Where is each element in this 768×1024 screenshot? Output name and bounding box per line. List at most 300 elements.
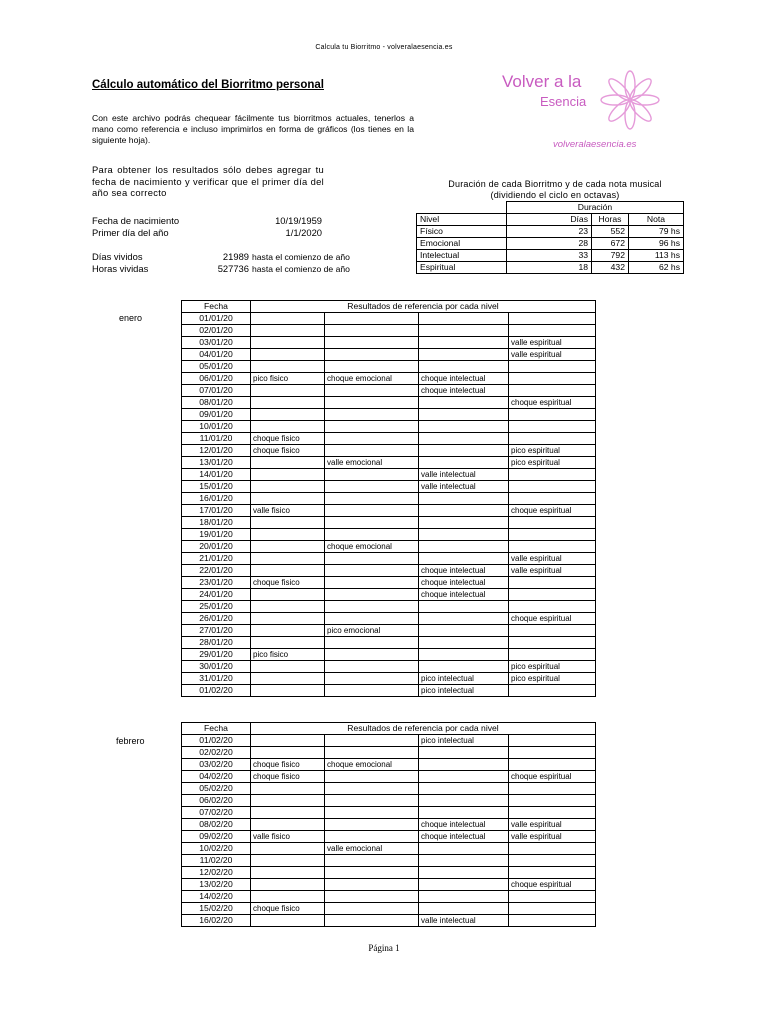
duration-row: [417, 262, 684, 274]
result-cell: [325, 903, 419, 915]
result-cell: [419, 601, 509, 613]
result-cell: [251, 457, 325, 469]
table-row: [182, 795, 596, 807]
result-cell: valle espiritual: [509, 819, 596, 831]
date-cell: 18/01/20: [182, 517, 251, 529]
result-cell: [419, 505, 509, 517]
result-cell: [419, 361, 509, 373]
result-cell: [251, 783, 325, 795]
result-cell: [419, 421, 509, 433]
result-cell: [509, 807, 596, 819]
results-header: Resultados de referencia por cada nivel: [251, 723, 596, 735]
duration-group-header: Duración: [507, 202, 684, 214]
duration-cell: 113 hs: [629, 250, 684, 262]
date-cell: 13/01/20: [182, 457, 251, 469]
table-row: [182, 879, 596, 891]
result-cell: [325, 673, 419, 685]
result-cell: [509, 517, 596, 529]
duration-cell: Espiritual: [417, 262, 507, 274]
result-cell: [509, 577, 596, 589]
result-cell: [419, 891, 509, 903]
result-cell: [509, 481, 596, 493]
table-row: [182, 613, 596, 625]
result-cell: [419, 337, 509, 349]
date-cell: 17/01/20: [182, 505, 251, 517]
result-cell: [251, 349, 325, 361]
result-cell: [509, 903, 596, 915]
result-cell: [325, 433, 419, 445]
result-cell: [251, 637, 325, 649]
result-cell: [325, 747, 419, 759]
result-cell: [509, 313, 596, 325]
table-row: [182, 337, 596, 349]
result-cell: [509, 637, 596, 649]
table-row: [182, 915, 596, 927]
result-cell: [509, 493, 596, 505]
result-cell: [419, 409, 509, 421]
table-row: [182, 771, 596, 783]
table-row: [182, 891, 596, 903]
result-cell: [419, 879, 509, 891]
result-cell: [251, 361, 325, 373]
date-cell: 28/01/20: [182, 637, 251, 649]
result-cell: pico fisico: [251, 373, 325, 385]
fecha-header: Fecha: [182, 301, 251, 313]
table-row: [182, 685, 596, 697]
result-cell: [251, 867, 325, 879]
date-cell: 21/01/20: [182, 553, 251, 565]
result-cell: [325, 589, 419, 601]
date-cell: 23/01/20: [182, 577, 251, 589]
result-cell: [509, 783, 596, 795]
month-label-febrero: febrero: [116, 736, 145, 746]
result-cell: [251, 325, 325, 337]
result-cell: [251, 879, 325, 891]
result-cell: [251, 795, 325, 807]
duration-cell: 552: [592, 226, 629, 238]
date-cell: 20/01/20: [182, 541, 251, 553]
date-cell: 09/02/20: [182, 831, 251, 843]
date-cell: 07/02/20: [182, 807, 251, 819]
birth-date-label: Fecha de nacimiento: [92, 215, 180, 226]
date-cell: 19/01/20: [182, 529, 251, 541]
duration-cell: Emocional: [417, 238, 507, 250]
result-cell: [251, 337, 325, 349]
result-cell: [325, 831, 419, 843]
table-row: [182, 843, 596, 855]
duration-group-spacer: [417, 202, 507, 214]
result-cell: pico espiritual: [509, 661, 596, 673]
result-cell: [251, 541, 325, 553]
result-cell: [251, 469, 325, 481]
result-cell: choque fisico: [251, 433, 325, 445]
date-cell: 13/02/20: [182, 879, 251, 891]
result-cell: [419, 397, 509, 409]
result-cell: choque emocional: [325, 373, 419, 385]
result-cell: [419, 795, 509, 807]
result-cell: choque intelectual: [419, 385, 509, 397]
logo-url: volveralaesencia.es: [553, 139, 637, 150]
date-cell: 12/01/20: [182, 445, 251, 457]
result-cell: choque espiritual: [509, 397, 596, 409]
date-cell: 16/01/20: [182, 493, 251, 505]
duration-cell: 28: [507, 238, 592, 250]
result-cell: [325, 445, 419, 457]
duration-cell: 23: [507, 226, 592, 238]
result-cell: [419, 747, 509, 759]
result-cell: [509, 915, 596, 927]
result-cell: [325, 771, 419, 783]
table-row: [182, 807, 596, 819]
duration-header-row: [417, 214, 684, 226]
result-cell: valle emocional: [325, 457, 419, 469]
date-cell: 09/01/20: [182, 409, 251, 421]
date-cell: 02/01/20: [182, 325, 251, 337]
birth-date-value[interactable]: 10/19/1959: [275, 215, 322, 226]
table-row: [182, 759, 596, 771]
result-cell: pico emocional: [325, 625, 419, 637]
result-cell: [325, 385, 419, 397]
table-row: [182, 819, 596, 831]
table-row: [182, 903, 596, 915]
result-cell: [251, 807, 325, 819]
flower-logo-icon: [598, 68, 662, 132]
result-cell: [419, 553, 509, 565]
page-footer: Página 1: [368, 943, 400, 953]
result-cell: choque intelectual: [419, 819, 509, 831]
result-cell: [251, 613, 325, 625]
result-cell: [251, 313, 325, 325]
result-cell: valle espiritual: [509, 565, 596, 577]
result-cell: [325, 915, 419, 927]
duration-cell: Físico: [417, 226, 507, 238]
result-cell: [419, 625, 509, 637]
result-cell: [325, 807, 419, 819]
result-cell: [509, 649, 596, 661]
date-cell: 07/01/20: [182, 385, 251, 397]
table-row: [182, 445, 596, 457]
result-cell: [251, 915, 325, 927]
date-cell: 30/01/20: [182, 661, 251, 673]
table-row: [182, 481, 596, 493]
result-cell: valle espiritual: [509, 553, 596, 565]
date-cell: 01/02/20: [182, 685, 251, 697]
table-row: [182, 421, 596, 433]
result-cell: choque fisico: [251, 771, 325, 783]
result-cell: [325, 337, 419, 349]
result-cell: [509, 855, 596, 867]
duration-cell: 96 hs: [629, 238, 684, 250]
date-cell: 31/01/20: [182, 673, 251, 685]
result-cell: [419, 433, 509, 445]
result-cell: [509, 685, 596, 697]
duration-row: [417, 226, 684, 238]
date-cell: 16/02/20: [182, 915, 251, 927]
result-cell: [325, 421, 419, 433]
table-row: [182, 409, 596, 421]
result-cell: [419, 325, 509, 337]
date-cell: 24/01/20: [182, 589, 251, 601]
result-cell: [419, 759, 509, 771]
result-cell: [251, 661, 325, 673]
result-cell: choque intelectual: [419, 589, 509, 601]
duration-row: [417, 238, 684, 250]
result-cell: choque emocional: [325, 541, 419, 553]
days-lived-label: Días vividos: [92, 251, 143, 262]
result-cell: [419, 903, 509, 915]
date-cell: 05/02/20: [182, 783, 251, 795]
results-table-enero: [181, 300, 596, 697]
result-cell: choque intelectual: [419, 373, 509, 385]
result-cell: [419, 517, 509, 529]
intro-paragraph: Con este archivo podrás chequear fácilmente tus biorritmos actuales, tenerlos a mano como referencia e incluso imprimirlos en forma de gráficos (los tienes en la siguiente hoja).: [92, 113, 414, 145]
page-header: Calcula tu Biorritmo - volveralaesencia.es: [315, 44, 453, 51]
table-row: [182, 735, 596, 747]
result-cell: [419, 457, 509, 469]
result-cell: [325, 819, 419, 831]
duration-header-nivel: Nivel: [417, 214, 507, 226]
result-cell: [419, 637, 509, 649]
duration-cell: Intelectual: [417, 250, 507, 262]
result-cell: [325, 613, 419, 625]
date-cell: 02/02/20: [182, 747, 251, 759]
result-cell: choque fisico: [251, 759, 325, 771]
result-cell: [251, 843, 325, 855]
date-cell: 14/02/20: [182, 891, 251, 903]
table-row: [182, 867, 596, 879]
result-cell: valle intelectual: [419, 469, 509, 481]
result-cell: [251, 565, 325, 577]
date-cell: 12/02/20: [182, 867, 251, 879]
result-cell: [251, 589, 325, 601]
result-cell: [325, 855, 419, 867]
result-cell: [251, 481, 325, 493]
result-cell: [419, 771, 509, 783]
date-cell: 04/01/20: [182, 349, 251, 361]
table-row: [182, 577, 596, 589]
result-cell: [325, 867, 419, 879]
table-row: [182, 783, 596, 795]
result-cell: pico intelectual: [419, 673, 509, 685]
result-cell: choque fisico: [251, 445, 325, 457]
result-cell: [509, 361, 596, 373]
table-row: [182, 493, 596, 505]
table-row: [182, 529, 596, 541]
result-cell: [325, 735, 419, 747]
duration-title-line2: (dividiendo el ciclo en octavas): [490, 190, 620, 200]
result-cell: choque espiritual: [509, 613, 596, 625]
result-cell: choque espiritual: [509, 879, 596, 891]
duration-header-dias: Días: [507, 214, 592, 226]
result-cell: valle espiritual: [509, 831, 596, 843]
date-cell: 06/02/20: [182, 795, 251, 807]
result-cell: [251, 385, 325, 397]
date-cell: 26/01/20: [182, 613, 251, 625]
date-cell: 14/01/20: [182, 469, 251, 481]
date-cell: 08/01/20: [182, 397, 251, 409]
date-cell: 27/01/20: [182, 625, 251, 637]
date-cell: 15/01/20: [182, 481, 251, 493]
result-cell: [251, 517, 325, 529]
result-cell: [509, 325, 596, 337]
result-cell: [251, 601, 325, 613]
month-label-enero: enero: [119, 313, 143, 323]
duration-cell: 79 hs: [629, 226, 684, 238]
result-cell: [251, 685, 325, 697]
result-cell: [325, 529, 419, 541]
table-row: [182, 589, 596, 601]
result-cell: [325, 409, 419, 421]
result-cell: [325, 577, 419, 589]
result-cell: [325, 325, 419, 337]
table-row: [182, 673, 596, 685]
duration-cell: 62 hs: [629, 262, 684, 274]
date-cell: 01/01/20: [182, 313, 251, 325]
duration-title-line1: Duración de cada Biorritmo y de cada nota musical: [448, 179, 662, 189]
result-cell: [419, 493, 509, 505]
result-cell: choque fisico: [251, 903, 325, 915]
table-row: [182, 601, 596, 613]
result-cell: [251, 819, 325, 831]
duration-cell: 432: [592, 262, 629, 274]
date-cell: 05/01/20: [182, 361, 251, 373]
result-cell: [251, 493, 325, 505]
result-cell: [509, 589, 596, 601]
result-cell: valle espiritual: [509, 337, 596, 349]
result-cell: pico intelectual: [419, 685, 509, 697]
date-cell: 06/01/20: [182, 373, 251, 385]
days-lived-suffix: hasta el comienzo de año: [252, 252, 350, 262]
result-cell: [325, 685, 419, 697]
result-cell: pico espiritual: [509, 457, 596, 469]
date-cell: 11/01/20: [182, 433, 251, 445]
instructions-paragraph: Para obtener los resultados sólo debes agregar tu fecha de nacimiento y verificar que el primer día del año sea correcto: [92, 164, 324, 198]
result-cell: [325, 661, 419, 673]
result-cell: [251, 397, 325, 409]
result-cell: [251, 891, 325, 903]
table-row: [182, 565, 596, 577]
result-cell: pico intelectual: [419, 735, 509, 747]
result-cell: [419, 867, 509, 879]
result-cell: [251, 747, 325, 759]
result-cell: [509, 433, 596, 445]
result-cell: [325, 649, 419, 661]
result-cell: [325, 493, 419, 505]
result-cell: [509, 541, 596, 553]
result-cell: [419, 445, 509, 457]
result-cell: [251, 735, 325, 747]
table-row: [182, 649, 596, 661]
result-cell: valle fisico: [251, 505, 325, 517]
first-day-value[interactable]: 1/1/2020: [285, 227, 322, 238]
hours-lived-suffix: hasta el comienzo de año: [252, 264, 350, 274]
table-row: [182, 325, 596, 337]
result-cell: [325, 879, 419, 891]
result-cell: [509, 795, 596, 807]
table-row: [182, 457, 596, 469]
result-cell: pico espiritual: [509, 445, 596, 457]
result-cell: [509, 747, 596, 759]
result-cell: [325, 783, 419, 795]
result-cell: [419, 807, 509, 819]
result-cell: [419, 349, 509, 361]
result-cell: [325, 795, 419, 807]
result-cell: [251, 421, 325, 433]
table-row: [182, 831, 596, 843]
result-cell: [509, 625, 596, 637]
date-cell: 08/02/20: [182, 819, 251, 831]
table-row: [182, 397, 596, 409]
result-cell: [251, 673, 325, 685]
table-row: [182, 855, 596, 867]
result-cell: [509, 385, 596, 397]
result-cell: choque espiritual: [509, 771, 596, 783]
duration-cell: 672: [592, 238, 629, 250]
result-cell: [509, 843, 596, 855]
result-cell: pico espiritual: [509, 673, 596, 685]
fecha-header: Fecha: [182, 723, 251, 735]
duration-title: [410, 179, 700, 201]
table-row: [182, 661, 596, 673]
result-cell: [509, 867, 596, 879]
result-cell: [325, 349, 419, 361]
duration-table: [416, 201, 684, 274]
result-cell: [419, 843, 509, 855]
table-row: [182, 373, 596, 385]
duration-header-nota: Nota: [629, 214, 684, 226]
date-cell: 22/01/20: [182, 565, 251, 577]
date-cell: 25/01/20: [182, 601, 251, 613]
result-cell: choque espiritual: [509, 505, 596, 517]
result-cell: valle emocional: [325, 843, 419, 855]
result-cell: [251, 553, 325, 565]
result-cell: [325, 601, 419, 613]
table-row: [182, 385, 596, 397]
logo-text-line1: Volver a la: [502, 72, 582, 91]
date-cell: 29/01/20: [182, 649, 251, 661]
result-cell: [509, 409, 596, 421]
result-cell: [509, 759, 596, 771]
table-row: [182, 469, 596, 481]
results-header-row: [182, 301, 596, 313]
table-row: [182, 747, 596, 759]
table-row: [182, 313, 596, 325]
table-row: [182, 505, 596, 517]
result-cell: [251, 625, 325, 637]
results-header-row: [182, 723, 596, 735]
table-row: [182, 433, 596, 445]
results-header: Resultados de referencia por cada nivel: [251, 301, 596, 313]
result-cell: [419, 649, 509, 661]
date-cell: 03/01/20: [182, 337, 251, 349]
result-cell: [509, 373, 596, 385]
result-cell: [509, 601, 596, 613]
result-cell: choque intelectual: [419, 565, 509, 577]
duration-cell: 792: [592, 250, 629, 262]
result-cell: [325, 637, 419, 649]
days-lived-value: 21989: [222, 251, 249, 262]
result-cell: [419, 313, 509, 325]
result-cell: [509, 891, 596, 903]
first-day-label: Primer día del año: [92, 227, 169, 238]
result-cell: choque intelectual: [419, 577, 509, 589]
result-cell: valle intelectual: [419, 915, 509, 927]
result-cell: [251, 409, 325, 421]
result-cell: choque intelectual: [419, 831, 509, 843]
result-cell: valle espiritual: [509, 349, 596, 361]
duration-row: [417, 250, 684, 262]
result-cell: [325, 469, 419, 481]
